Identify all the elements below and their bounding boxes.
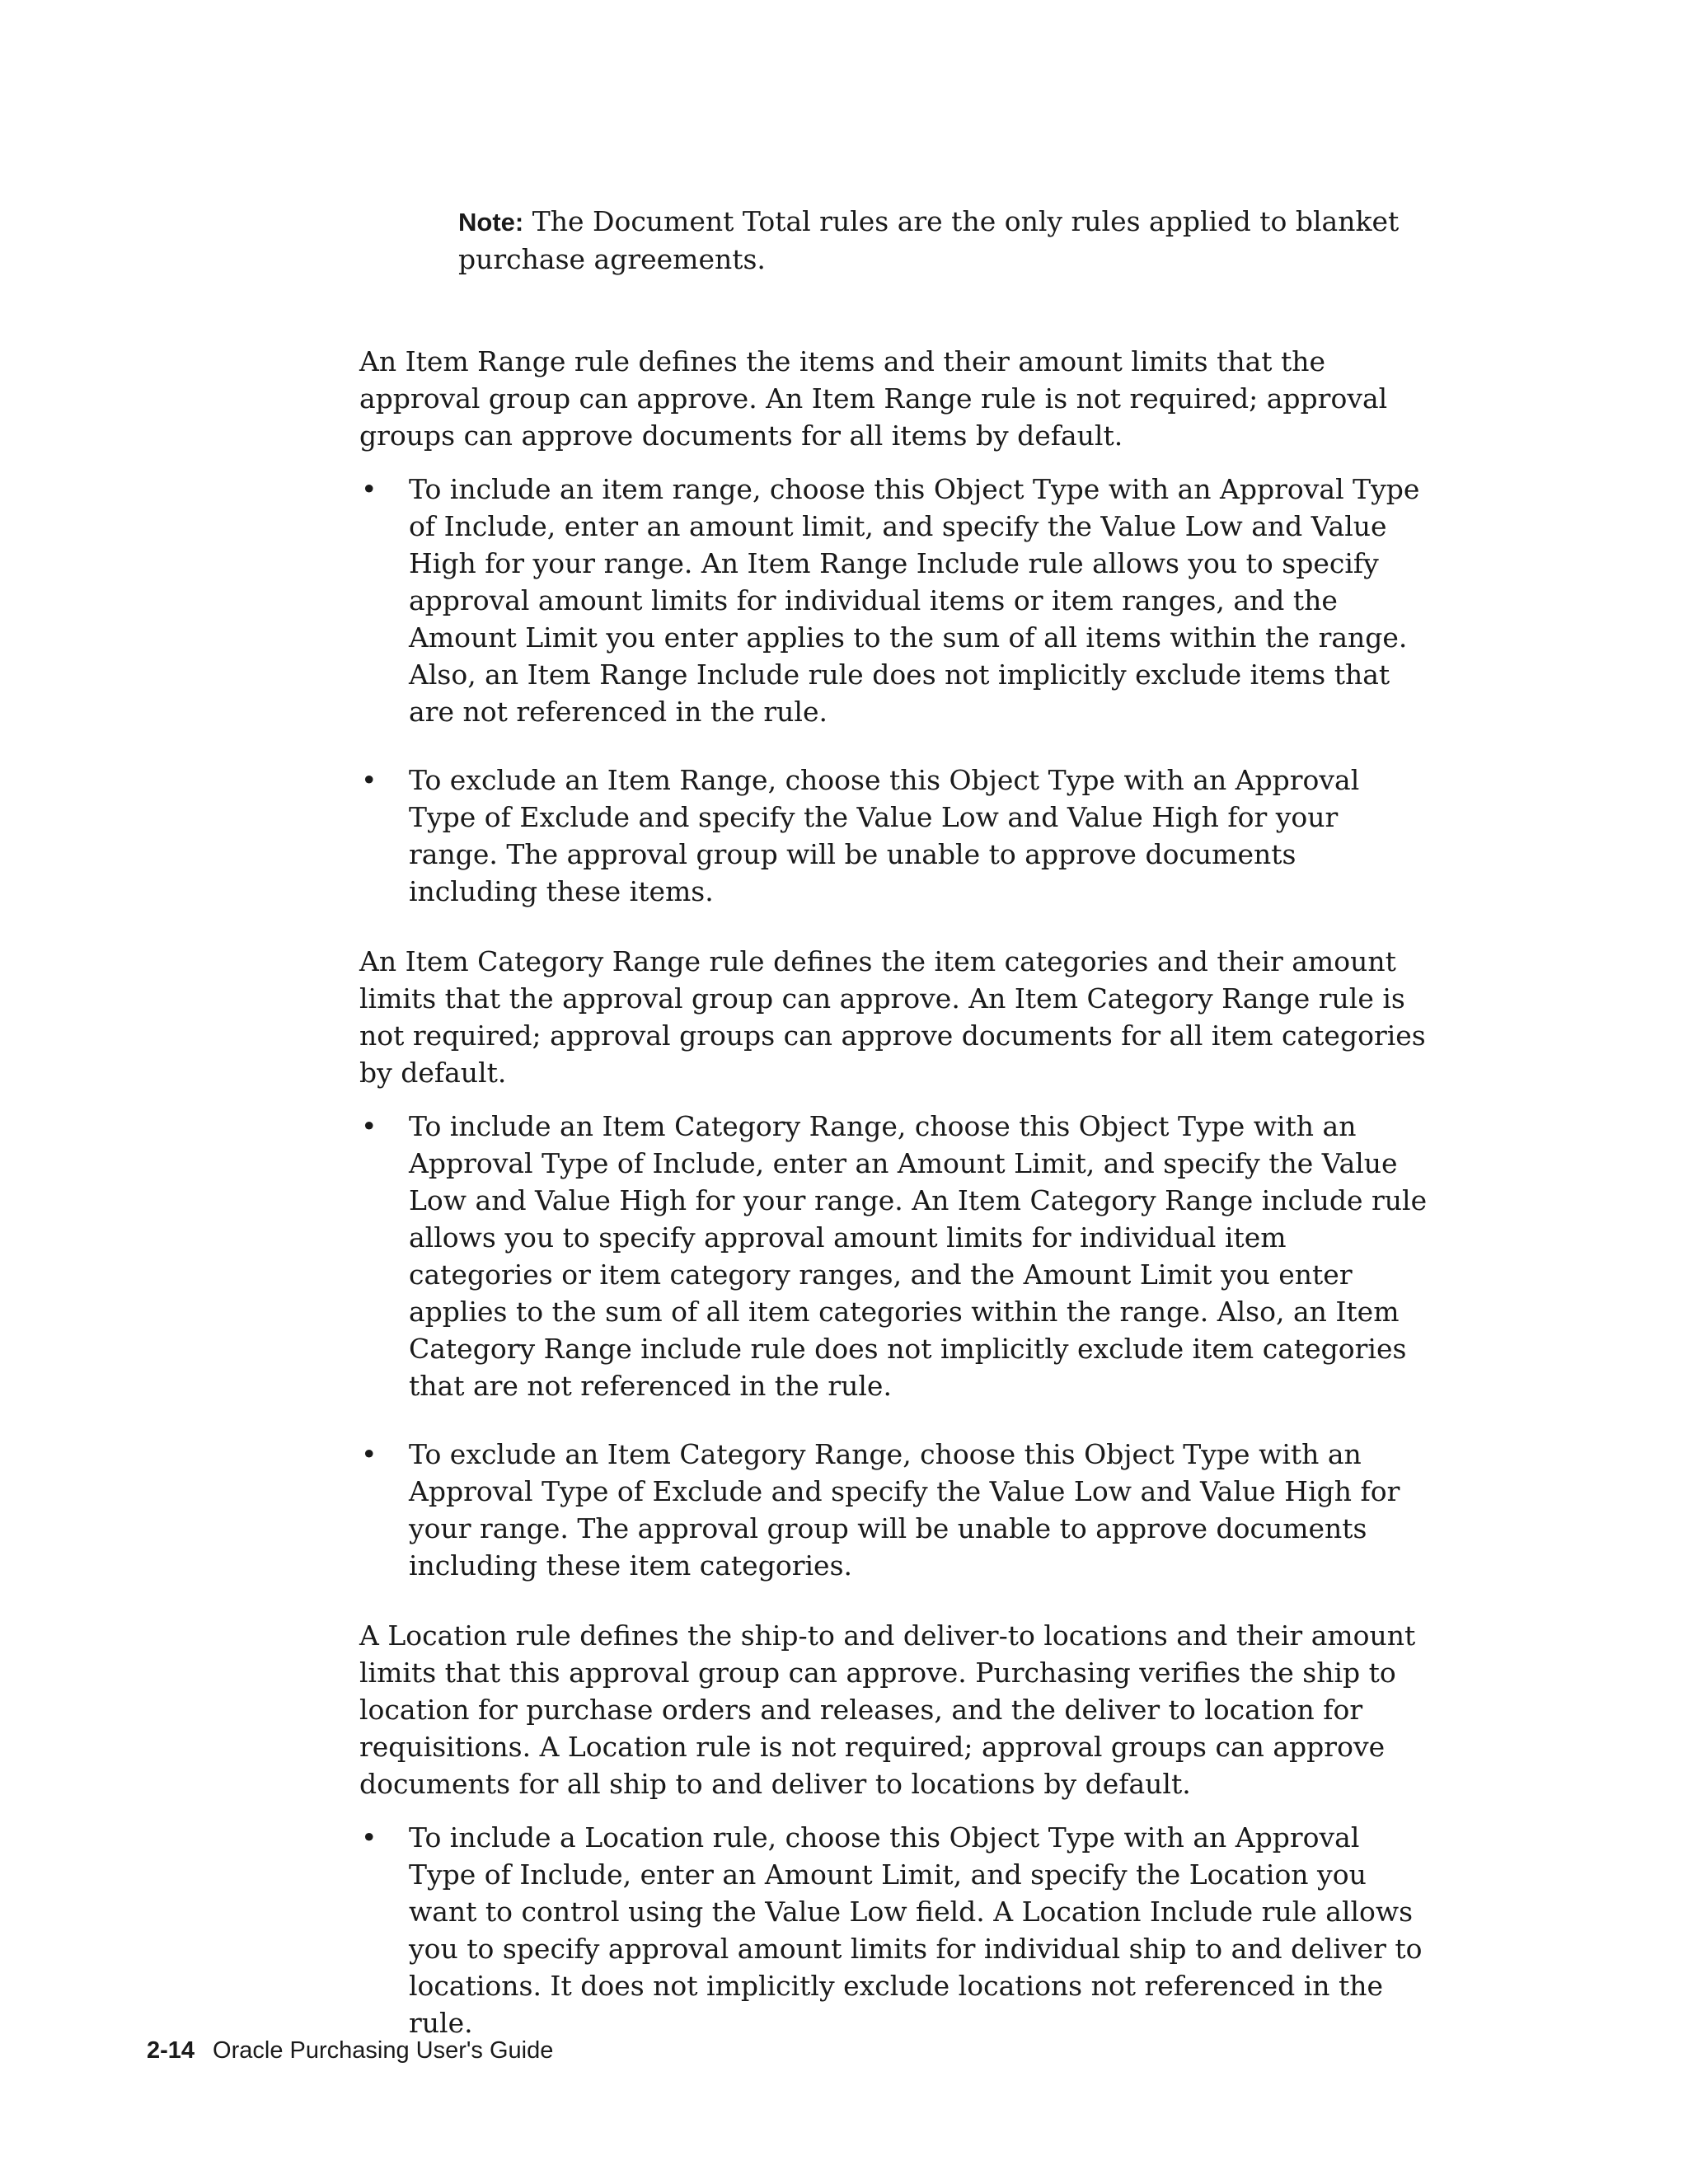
- list-item-text: To include an Item Category Range, choose this Object Type with an Approval Type of Include, enter an Amount Limit, and specify the Value Low and Value High for your range. An Item Category Range include rule allows you to specify approval amount limits for individual item categories or item category ranges, and the Amount Limit you enter applies to the sum of all item categories within the range. Also, an Item Category Range include rule does not implicitly exclude item categories that are not referenced in the rule.: [409, 1110, 1428, 1402]
- list-item-text: To include a Location rule, choose this Object Type with an Approval Type of Include, enter an Amount Limit, and specify the Location you want to control using the Value Low field. A Location Include rule allows you to specify approval amount limits for individual ship to and deliver to locations. It does not implicitly exclude locations not referenced in the rule.: [409, 1821, 1423, 2039]
- list-item: [359, 1819, 1431, 2041]
- bullet-icon: •: [361, 1821, 377, 1854]
- location-paragraph: A Location rule defines the ship-to and deliver-to locations and their amount limits that this approval group can approve. Purchasing verifies the ship to location for purchase orders and releases, and the deliver to location for requisitions. A Location rule is not required; approval groups can approve documents for all ship to and deliver to locations by default.: [359, 1619, 1416, 1800]
- page-footer: [147, 2036, 553, 2065]
- page-number: 2-14: [147, 2037, 195, 2064]
- note-block: [458, 203, 1431, 278]
- list-item-text: To exclude an Item Category Range, choose this Object Type with an Approval Type of Exclude and specify the Value Low and Value High for your range. The approval group will be unable to approve documents including these item categories.: [409, 1438, 1400, 1582]
- bullet-icon: •: [361, 1438, 377, 1470]
- item-category-range-bullet-list: [359, 1108, 1431, 1584]
- bullet-icon: •: [361, 473, 377, 505]
- item-range-bullet-list: [359, 471, 1431, 910]
- note-label: Note:: [458, 208, 524, 237]
- book-title: Oracle Purchasing User's Guide: [213, 2037, 554, 2064]
- list-item: [359, 1108, 1431, 1404]
- list-item: [359, 1436, 1431, 1584]
- item-range-paragraph: An Item Range rule defines the items and their amount limits that the approval group can approve. An Item Range rule is not required; approval groups can approve documents for all items by default.: [359, 345, 1388, 452]
- list-item-text: To exclude an Item Range, choose this Object Type with an Approval Type of Exclude and specify the Value Low and Value High for your range. The approval group will be unable to approve documents including these items.: [409, 764, 1360, 907]
- list-item: [359, 471, 1431, 730]
- document-body: [359, 343, 1431, 2041]
- bullet-icon: •: [361, 1110, 377, 1142]
- list-item: [359, 762, 1431, 910]
- item-category-range-paragraph: An Item Category Range rule defines the item categories and their amount limits that the approval group can approve. An Item Category Range rule is not required; approval groups can approve documents for all item categories by default.: [359, 945, 1426, 1089]
- note-text: The Document Total rules are the only rules applied to blanket purchase agreements.: [458, 205, 1400, 275]
- list-item-text: To include an item range, choose this Object Type with an Approval Type of Include, enter an amount limit, and specify the Value Low and Value High for your range. An Item Range Include rule allows you to specify approval amount limits for individual items or item ranges, and the Amount Limit you enter applies to the sum of all items within the range. Also, an Item Range Include rule does not implicitly exclude items that are not referenced in the rule.: [409, 473, 1420, 728]
- location-bullet-list: [359, 1819, 1431, 2041]
- bullet-icon: •: [361, 764, 377, 796]
